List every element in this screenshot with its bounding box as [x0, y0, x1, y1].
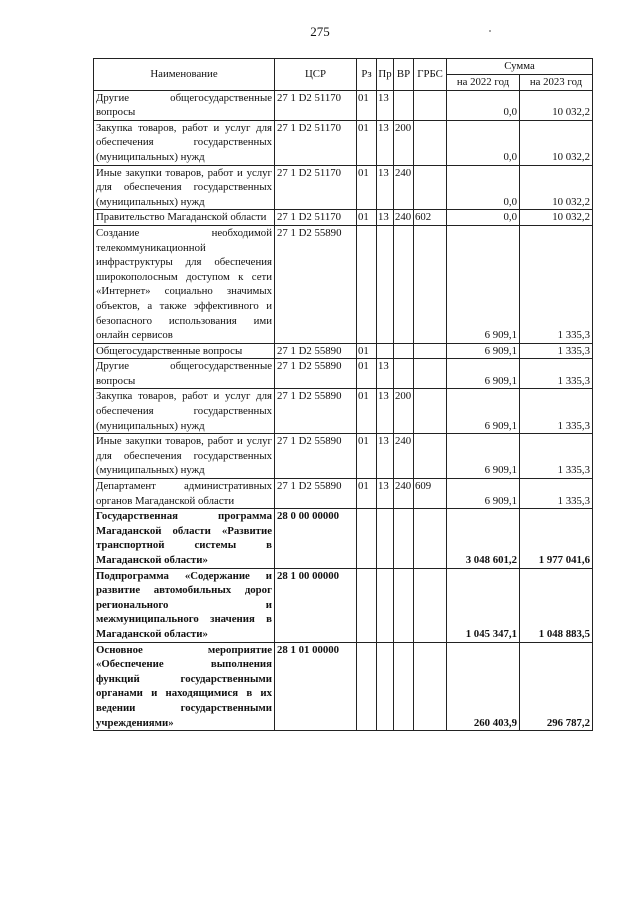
vr-cell [394, 90, 414, 120]
header-grbs: ГРБС [414, 59, 447, 91]
header-rz: Рз [357, 59, 377, 91]
vr-cell [394, 642, 414, 731]
pr-cell: 13 [377, 389, 394, 434]
table-row [94, 210, 593, 226]
rz-cell: 01 [357, 359, 377, 389]
csr-cell: 27 1 D2 51170 [275, 120, 357, 165]
rz-cell [357, 568, 377, 642]
header-vr: ВР [394, 59, 414, 91]
amount-2022-cell: 6 909,1 [447, 225, 520, 343]
rz-cell [357, 642, 377, 731]
amount-2023-cell: 10 032,2 [520, 210, 593, 226]
name-cell: Государственная программа Магаданской области «Развитие транспортной системы в Магаданской области» [94, 509, 275, 568]
grbs-cell [414, 509, 447, 568]
name-cell: Департамент административных органов Магаданской области [94, 479, 275, 509]
table-row [94, 343, 593, 359]
amount-2022-cell: 6 909,1 [447, 389, 520, 434]
header-year-2022: на 2022 год [447, 74, 520, 90]
scan-speck [489, 30, 491, 32]
vr-cell: 240 [394, 434, 414, 479]
vr-cell [394, 568, 414, 642]
grbs-cell: 602 [414, 210, 447, 226]
vr-cell: 200 [394, 120, 414, 165]
grbs-cell [414, 642, 447, 731]
amount-2022-cell: 6 909,1 [447, 359, 520, 389]
csr-cell: 27 1 D2 55890 [275, 389, 357, 434]
pr-cell: 13 [377, 479, 394, 509]
rz-cell: 01 [357, 120, 377, 165]
vr-cell: 240 [394, 165, 414, 210]
name-cell: Закупка товаров, работ и услуг для обеспечения государственных (муниципальных) нужд [94, 120, 275, 165]
grbs-cell [414, 343, 447, 359]
amount-2023-cell: 1 335,3 [520, 434, 593, 479]
name-cell: Другие общегосударственные вопросы [94, 359, 275, 389]
pr-cell: 13 [377, 210, 394, 226]
amount-2023-cell: 1 977 041,6 [520, 509, 593, 568]
amount-2022-cell: 6 909,1 [447, 434, 520, 479]
vr-cell [394, 509, 414, 568]
pr-cell [377, 509, 394, 568]
amount-2022-cell: 0,0 [447, 90, 520, 120]
grbs-cell [414, 120, 447, 165]
amount-2022-cell: 0,0 [447, 120, 520, 165]
vr-cell: 240 [394, 479, 414, 509]
pr-cell: 13 [377, 120, 394, 165]
csr-cell: 27 1 D2 55890 [275, 479, 357, 509]
rz-cell: 01 [357, 165, 377, 210]
rz-cell: 01 [357, 389, 377, 434]
pr-cell: 13 [377, 434, 394, 479]
table-row [94, 359, 593, 389]
table-row [94, 642, 593, 731]
header-csr: ЦСР [275, 59, 357, 91]
grbs-cell [414, 225, 447, 343]
amount-2022-cell: 260 403,9 [447, 642, 520, 731]
name-cell: Создание необходимой телекоммуникационной инфраструктуры для обеспечения широкополосным доступом к сети «Интернет» социально значимых объектов, а также эффективного и безопасного использования ими онлайн сервисов [94, 225, 275, 343]
pr-cell [377, 225, 394, 343]
rz-cell: 01 [357, 210, 377, 226]
csr-cell: 28 1 00 00000 [275, 568, 357, 642]
amount-2022-cell: 0,0 [447, 210, 520, 226]
grbs-cell: 609 [414, 479, 447, 509]
table-body [94, 90, 593, 731]
amount-2022-cell: 1 045 347,1 [447, 568, 520, 642]
pr-cell: 13 [377, 165, 394, 210]
name-cell: Иные закупки товаров, работ и услуг для обеспечения государственных (муниципальных) нужд [94, 165, 275, 210]
amount-2023-cell: 1 335,3 [520, 359, 593, 389]
amount-2023-cell: 1 335,3 [520, 479, 593, 509]
amount-2022-cell: 6 909,1 [447, 343, 520, 359]
csr-cell: 27 1 D2 51170 [275, 90, 357, 120]
grbs-cell [414, 359, 447, 389]
amount-2023-cell: 1 335,3 [520, 225, 593, 343]
csr-cell: 27 1 D2 51170 [275, 210, 357, 226]
amount-2023-cell: 10 032,2 [520, 120, 593, 165]
csr-cell: 27 1 D2 55890 [275, 434, 357, 479]
amount-2023-cell: 10 032,2 [520, 165, 593, 210]
amount-2022-cell: 0,0 [447, 165, 520, 210]
amount-2023-cell: 1 335,3 [520, 389, 593, 434]
csr-cell: 27 1 D2 55890 [275, 343, 357, 359]
table-row [94, 479, 593, 509]
rz-cell: 01 [357, 434, 377, 479]
grbs-cell [414, 389, 447, 434]
grbs-cell [414, 434, 447, 479]
table-row [94, 90, 593, 120]
vr-cell: 240 [394, 210, 414, 226]
name-cell: Подпрограмма «Содержание и развитие автомобильных дорог регионального и межмуниципального значения в Магаданской области» [94, 568, 275, 642]
grbs-cell [414, 90, 447, 120]
rz-cell [357, 225, 377, 343]
csr-cell: 28 0 00 00000 [275, 509, 357, 568]
csr-cell: 27 1 D2 55890 [275, 225, 357, 343]
table-row [94, 225, 593, 343]
table-row [94, 389, 593, 434]
table-row [94, 568, 593, 642]
csr-cell: 27 1 D2 51170 [275, 165, 357, 210]
pr-cell [377, 343, 394, 359]
table-row [94, 120, 593, 165]
amount-2023-cell: 296 787,2 [520, 642, 593, 731]
table-row [94, 165, 593, 210]
pr-cell [377, 568, 394, 642]
amount-2022-cell: 3 048 601,2 [447, 509, 520, 568]
name-cell: Закупка товаров, работ и услуг для обеспечения государственных (муниципальных) нужд [94, 389, 275, 434]
name-cell: Общегосударственные вопросы [94, 343, 275, 359]
csr-cell: 28 1 01 00000 [275, 642, 357, 731]
rz-cell [357, 509, 377, 568]
header-name: Наименование [94, 59, 275, 91]
amount-2023-cell: 10 032,2 [520, 90, 593, 120]
vr-cell [394, 225, 414, 343]
budget-table [93, 58, 593, 731]
page-number: 275 [310, 24, 330, 39]
grbs-cell [414, 165, 447, 210]
pr-cell: 13 [377, 359, 394, 389]
rz-cell: 01 [357, 343, 377, 359]
grbs-cell [414, 568, 447, 642]
pr-cell: 13 [377, 90, 394, 120]
name-cell: Основное мероприятие «Обеспечение выполнения функций государственными органами и находящимися в их ведении государственными учреждениями» [94, 642, 275, 731]
rz-cell: 01 [357, 90, 377, 120]
table-row [94, 509, 593, 568]
name-cell: Иные закупки товаров, работ и услуг для обеспечения государственных (муниципальных) нужд [94, 434, 275, 479]
csr-cell: 27 1 D2 55890 [275, 359, 357, 389]
header-pr: Пр [377, 59, 394, 91]
amount-2023-cell: 1 335,3 [520, 343, 593, 359]
rz-cell: 01 [357, 479, 377, 509]
table-row [94, 434, 593, 479]
header-year-2023: на 2023 год [520, 74, 593, 90]
amount-2022-cell: 6 909,1 [447, 479, 520, 509]
amount-2023-cell: 1 048 883,5 [520, 568, 593, 642]
name-cell: Правительство Магаданской области [94, 210, 275, 226]
vr-cell [394, 343, 414, 359]
vr-cell: 200 [394, 389, 414, 434]
pr-cell [377, 642, 394, 731]
vr-cell [394, 359, 414, 389]
header-sum: Сумма [447, 59, 593, 75]
name-cell: Другие общегосударственные вопросы [94, 90, 275, 120]
